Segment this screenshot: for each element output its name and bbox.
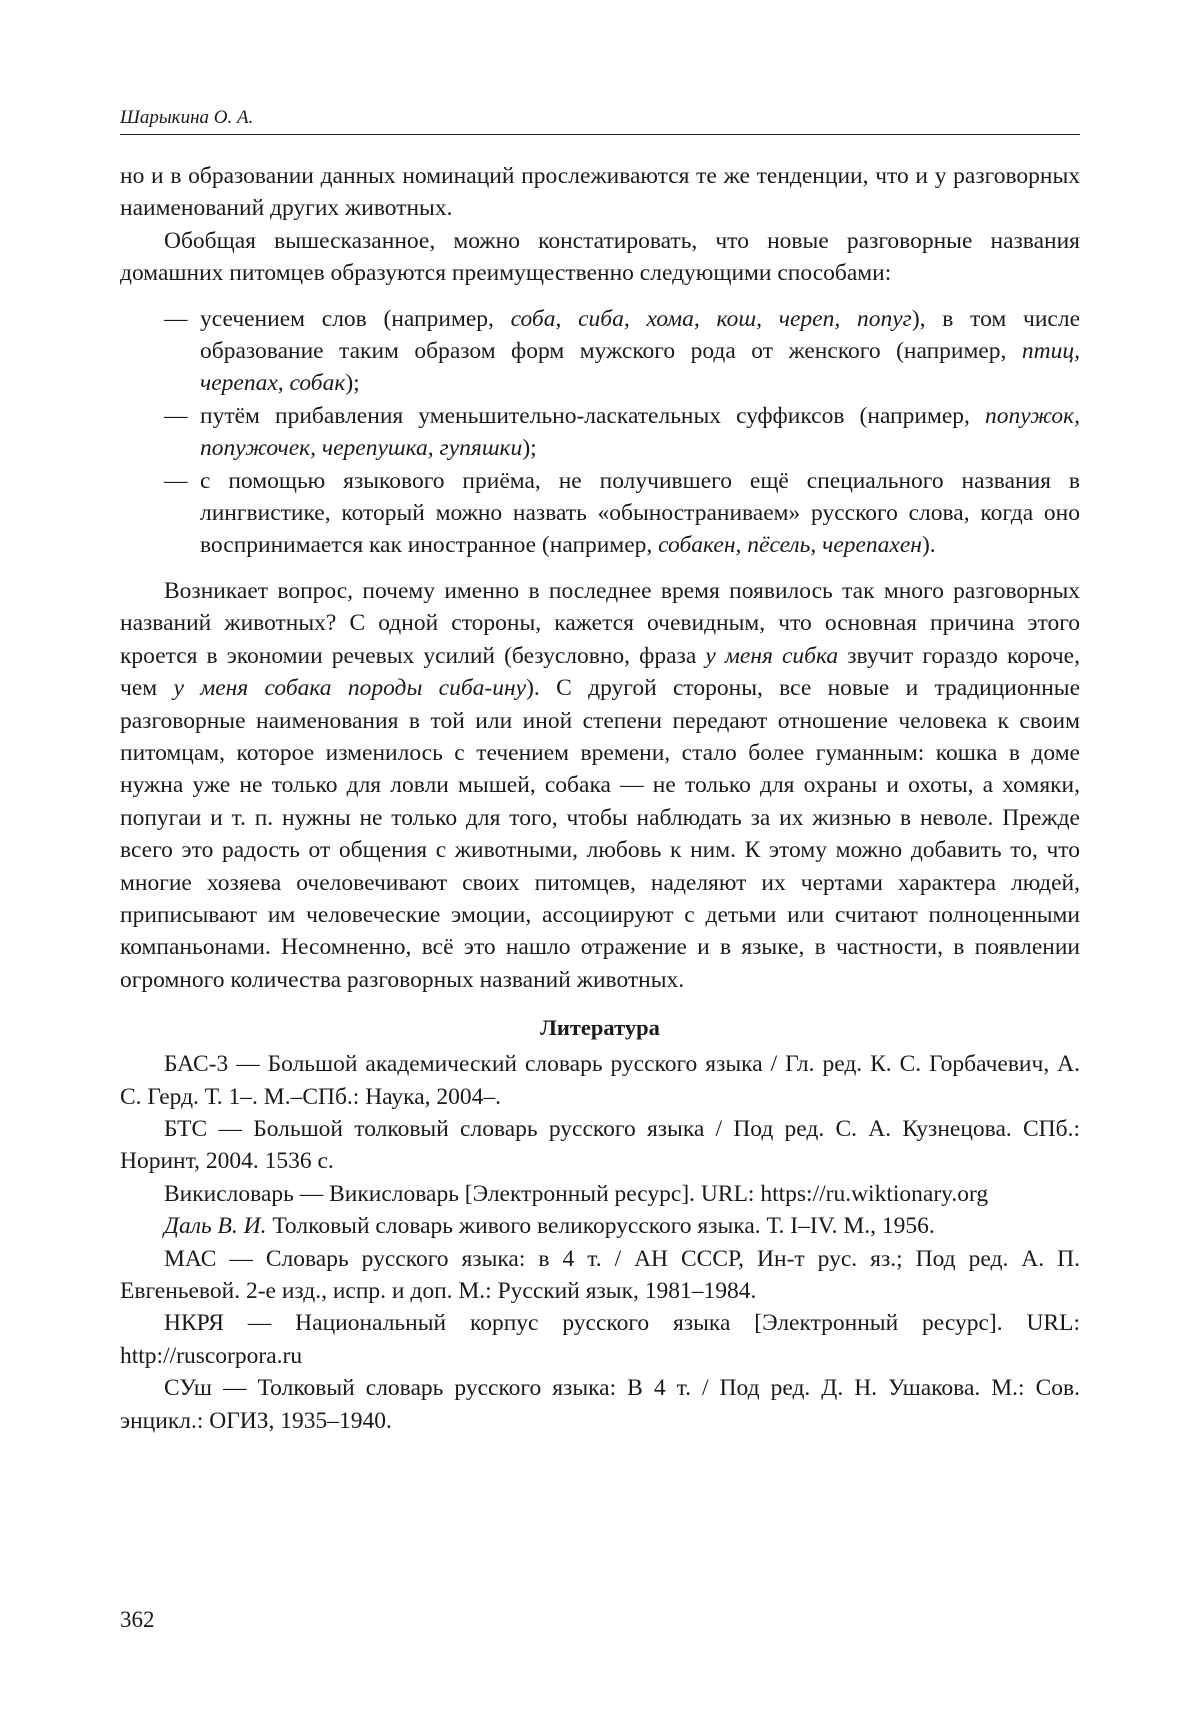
reference-item: БАС-3 — Большой академический словарь русского языка / Гл. ред. К. С. Горбачевич, А. С. Герд. Т. 1–. М.–СПб.: Наука, 2004–. <box>120 1051 1080 1110</box>
list-item: — усечением слов (например, соба, сиба, хома, кош, череп, попуг), в том числе образование таким образом форм мужского рода от женского (например, птиц, черепах, собак); <box>120 303 1080 400</box>
page-number: 362 <box>120 1607 155 1632</box>
list-dash: — <box>164 305 188 332</box>
reference-item: НКРЯ — Национальный корпус русского языка [Электронный ресурс]. URL: http://ruscorpora.ru <box>120 1310 1080 1369</box>
list-dash: — <box>164 402 188 429</box>
running-header: Шарыкина О. А. <box>120 107 254 128</box>
header-divider <box>120 134 1080 135</box>
literature-heading: Литература <box>540 1015 660 1041</box>
list-item: — путём прибавления уменьшительно-ласкательных суффиксов (например, попужок, попужочек, черепушка, гупяшки); <box>120 400 1080 465</box>
list-item: — с помощью языкового приёма, не получившего ещё специального названия в лингвистике, который можно назвать «обыностраниваем» русского слова, когда оно воспринимается как иностранное (например, собакен, пёсель, черепахен). <box>120 465 1080 562</box>
methods-list <box>120 303 1080 562</box>
paragraph-continuation: но и в образовании данных номинаций прослеживаются те же тенденции, что и у разговорных наименований других животных. <box>120 163 1080 222</box>
reference-item: СУш — Толковый словарь русского языка: В 4 т. / Под ред. Д. Н. Ушакова. М.: Сов. энцикл.: ОГИЗ, 1935–1940. <box>120 1375 1080 1434</box>
reference-item: Викисловарь — Викисловарь [Электронный ресурс]. URL: https://ru.wiktionary.org <box>164 1180 989 1207</box>
reference-item: БТС — Большой толковый словарь русского языка / Под ред. С. А. Кузнецова. СПб.: Норинт, 2004. 1536 с. <box>120 1115 1080 1175</box>
reference-item: Даль В. И. Толковый словарь живого великорусского языка. Т. I–IV. М., 1956. <box>164 1213 935 1240</box>
list-dash: — <box>164 467 188 494</box>
main-text <box>120 160 1080 1437</box>
reference-item: МАС — Словарь русского языка: в 4 т. / АН СССР, Ин-т рус. яз.; Под ред. А. П. Евгеньевой. 2-е изд., испр. и доп. М.: Русский язык, 1981–1984. <box>120 1245 1080 1304</box>
paragraph-discussion: Возникает вопрос, почему именно в последнее время появилось так много разговорных названий животных? С одной стороны, кажется очевидным, что основная причина этого кроется в экономии речевых усилий (безусловно, фраза у меня сибка звучит гораздо короче, чем у меня собака породы сиба-ину). С другой стороны, все новые и традиционные разговорные наименования в той или иной степени передают отношение человека к своим питомцам, которое изменилось с течением времени, стало более гуманным: кошка в доме нужна уже не только для ловли мышей, собака — не только для охраны и охоты, а хомяки, попугаи и т. п. нужны не только для того, чтобы наблюдать за их жизнью в неволе. Прежде всего это радость от общения с животными, любовь к ним. К этому можно добавить то, что многие хозяева очеловечивают своих питомцев, наделяют их чертами характера людей, приписывают им человеческие эмоции, ассоциируют с детьми или считают полноценными компаньонами. Несомненно, всё это нашло отражение и в языке, в частности, в появлении огромного количества разговорных названий животных. <box>120 577 1081 993</box>
paragraph-summary: Обобщая вышесказанное, можно констатировать, что новые разговорные названия домашних питомцев образуются преимущественно следующими способами: <box>120 227 1080 287</box>
